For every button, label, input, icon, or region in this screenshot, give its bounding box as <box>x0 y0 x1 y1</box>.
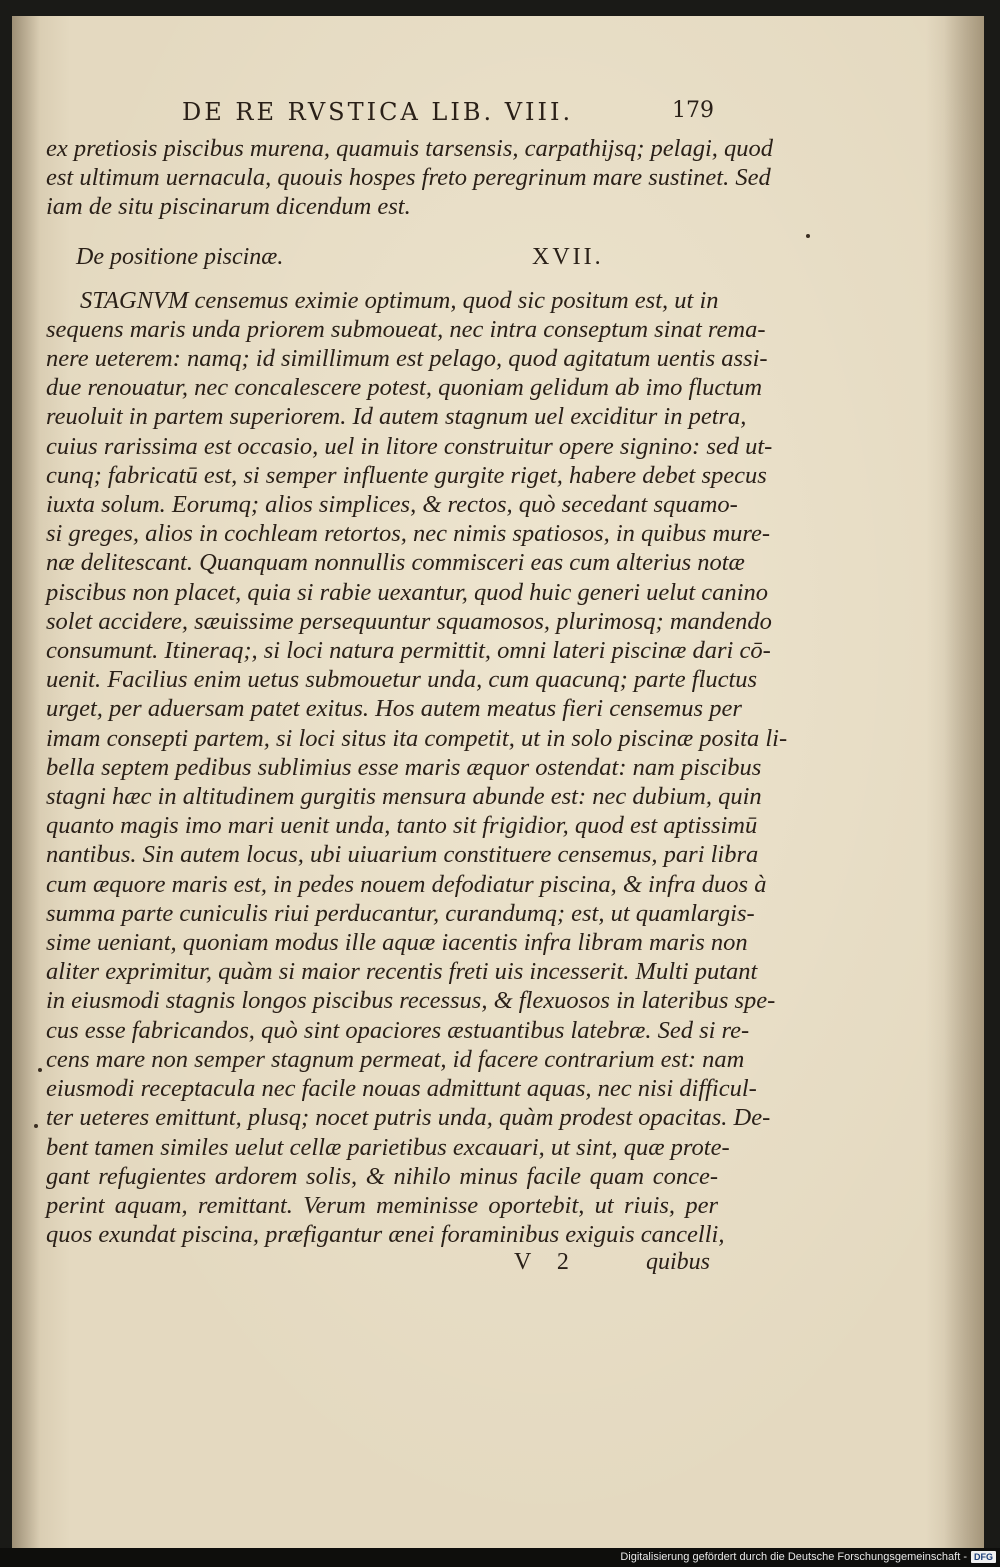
running-head <box>46 94 718 134</box>
running-title: DE RE RVSTICA LIB. VIII. <box>182 98 574 126</box>
text-line: ex pretiosis piscibus murena, quamuis tarsensis, carpathijsq; pelagi, quod <box>46 135 774 162</box>
book-page <box>12 16 984 1548</box>
text-block <box>46 94 788 1281</box>
text-line: iam de situ piscinarum dicendum est. <box>46 193 411 221</box>
text-line: quos exundat piscina, præfigantur ænei foraminibus exiguis cancelli, <box>46 1221 725 1249</box>
page-foot <box>46 1249 718 1281</box>
margin-mark <box>34 1124 38 1128</box>
text-line: piscibus non placet, quia si rabie uexantur, quod huic generi uelut canino <box>46 578 768 606</box>
text-line: reuoluit in partem superiorem. Id autem stagnum uel exciditur in petra, <box>46 403 747 431</box>
text-line: nere ueterem: namq; id simillimum est pelago, quod agitatum uentis assi- <box>46 345 768 373</box>
text-line: sime ueniant, quoniam modus ille aquæ iacentis infra libram maris non <box>46 929 748 957</box>
text-line: urget, per aduersam patet exitus. Hos autem meatus fieri censemus per <box>46 695 742 723</box>
chapter-number: XVII. <box>532 243 604 270</box>
text-line: eiusmodi receptacula nec facile nouas admittunt aquas, nec nisi difficul- <box>46 1075 757 1103</box>
text-line: imam consepti partem, si loci situs ita competit, ut in solo piscinæ posita li- <box>46 724 788 752</box>
text-line: summa parte cuniculis riui perducantur, curandumq; est, ut quamlargis- <box>46 899 755 927</box>
dfg-logo-icon: DFG <box>971 1551 996 1563</box>
margin-mark <box>38 1068 42 1072</box>
text-line: cens mare non semper stagnum permeat, id facere contrarium est: nam <box>46 1045 745 1073</box>
text-line: iuxta solum. Eorumq; alios simplices, & rectos, quò secedant squamo- <box>46 491 738 519</box>
text-line: STAGNVM censemus eximie optimum, quod sic positum est, ut in <box>80 286 719 314</box>
chapter-heading <box>46 236 718 280</box>
chapter-title: De positione piscinæ. <box>76 243 284 270</box>
text-line: quanto magis imo mari uenit unda, tanto sit frigidior, quod est aptissimū <box>46 812 758 840</box>
text-line: cus esse fabricandos, quò sint opaciores æstuantibus latebræ. Sed si re- <box>46 1016 750 1044</box>
text-line: perint aquam, remittant. Verum meminisse oportebit, ut riuis, per <box>46 1191 718 1219</box>
text-line: cuius rarissima est occasio, uel in litore construitur opere signino: sed ut- <box>46 432 773 460</box>
text-line: consumunt. Itineraq;, si loci natura permittit, omni lateri piscinæ dari cō- <box>46 637 771 665</box>
text-line: stagni hæc in altitudinem gurgitis mensura abunde est: nec dubium, quin <box>46 783 762 811</box>
text-line: bella septem pedibus sublimius esse maris æquor ostendat: nam piscibus <box>46 753 762 781</box>
text-line: est ultimum uernacula, quouis hospes freto peregrinum mare sustinet. Sed <box>46 164 771 192</box>
funding-credit <box>620 1551 996 1563</box>
text-line: sequens maris unda priorem submoueat, nec intra conseptum sinat rema- <box>46 315 766 343</box>
text-line: ter ueteres emittunt, plusq; nocet putris unda, quàm prodest opacitas. De- <box>46 1104 771 1132</box>
text-line: aliter exprimitur, quàm si maior recentis freti uis incesserit. Multi putant <box>46 958 758 986</box>
folio-number: 179 <box>672 98 714 123</box>
text-line: uenit. Facilius enim uetus submouetur unda, cum quacunq; parte fluctus <box>46 666 758 694</box>
signature-mark: V 2 <box>514 1249 579 1276</box>
text-line: in eiusmodi stagnis longos piscibus recessus, & flexuosos in lateribus spe- <box>46 987 776 1015</box>
text-line: due renouatur, nec concalescere potest, quoniam gelidum ab imo fluctum <box>46 374 763 402</box>
text-line: næ delitescant. Quanquam nonnullis commisceri eas cum alterius notæ <box>46 549 745 577</box>
text-line: bent tamen similes uelut cellæ parietibus excauari, ut sint, quæ prote- <box>46 1133 730 1161</box>
text-line: si greges, alios in cochleam retortos, nec nimis spatiosos, in quibus mure- <box>46 520 771 548</box>
text-line: cunq; fabricatū est, si semper influente gurgite riget, habere debet specus <box>46 461 767 489</box>
text-line: gant refugientes ardorem solis, & nihilo minus facile quam conce- <box>46 1162 718 1190</box>
gutter-shadow <box>12 16 40 1548</box>
catchword: quibus <box>645 1249 710 1276</box>
text-line: cum æquore maris est, in pedes nouem defodiatur piscina, & infra duos à <box>46 870 767 898</box>
text-line: nantibus. Sin autem locus, ubi uiuarium constituere censemus, pari libra <box>46 841 759 869</box>
margin-mark <box>806 234 810 238</box>
credit-text: Digitalisierung gefördert durch die Deutsche Forschungsgemeinschaft - <box>620 1551 967 1563</box>
text-line: solet accidere, sæuissime persequuntur squamosos, plurimosq; mandendo <box>46 607 772 635</box>
page-edge <box>944 16 984 1548</box>
